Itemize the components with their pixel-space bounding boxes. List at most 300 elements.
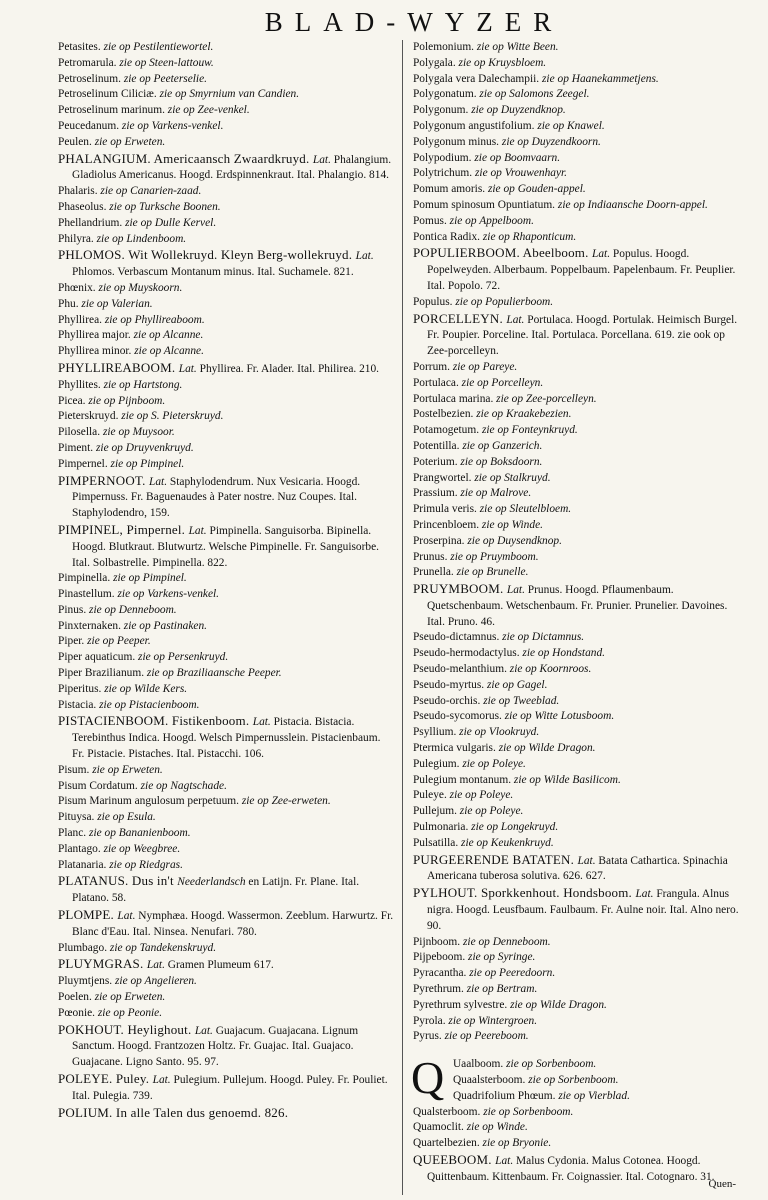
index-entry	[413, 407, 740, 423]
index-entry	[58, 313, 395, 329]
entry-reference: zie op Poleye.	[462, 757, 526, 770]
index-entry	[413, 166, 740, 182]
entry-reference: zie op Bananienboom.	[89, 827, 191, 840]
entry-reference: zie op Canarien-zaad.	[100, 185, 202, 198]
entry-term: Phyllites.	[58, 378, 104, 391]
index-entry	[413, 694, 740, 710]
entry-term: Prassium.	[412, 487, 461, 500]
index-entry	[413, 486, 740, 502]
right-entries	[413, 40, 740, 1045]
index-entry	[58, 650, 395, 666]
entry-reference: Lat.	[146, 959, 165, 972]
entry-term: Piment.	[58, 441, 96, 454]
entry-reference: zie op Druyvenkruyd.	[95, 441, 194, 454]
entry-term: Peulen.	[58, 135, 95, 148]
index-entry	[58, 56, 395, 72]
index-entry	[58, 990, 395, 1006]
entry-term: Quaalsterboom.	[452, 1074, 529, 1086]
entry-term: POLIUM. In alle Talen dus genoemd. 826.	[58, 1104, 289, 1120]
index-entry	[413, 360, 740, 376]
index-entry	[453, 1089, 740, 1105]
index-entry	[413, 852, 740, 886]
entry-term: Polypodium.	[412, 151, 475, 164]
entry-term: Pyrethrum sylvestre.	[412, 998, 511, 1011]
entry-description: Portulaca. Hoogd. Portulak. Heimisch Burgel. Fr. Poupier. Porceline. Ital. Portulaca. Porcellana. 619. zie ook op Zee-porcelleyn.	[426, 313, 738, 358]
entry-reference: zie op Hartstong.	[103, 378, 183, 391]
right-column	[401, 40, 740, 1186]
entry-reference: zie op Wintergroen.	[448, 1014, 538, 1027]
index-entry	[413, 534, 740, 550]
entry-reference: zie op Tweeblad.	[483, 694, 560, 707]
entry-term: Pyrethrum.	[412, 983, 467, 996]
index-entry	[413, 741, 740, 757]
entry-term: Peucedanum.	[58, 119, 122, 132]
entry-reference: zie op Gouden-appel.	[487, 183, 586, 196]
entry-term: Pomus.	[412, 214, 450, 227]
entry-reference: Lat.	[188, 524, 207, 537]
entry-term: Pinus.	[58, 603, 90, 616]
entry-reference: zie op Wilde Kers.	[104, 682, 188, 695]
entry-term: Petroselinum marinum.	[58, 104, 168, 117]
entry-reference: zie op Stalkruyd.	[474, 471, 551, 484]
index-entry	[58, 603, 395, 619]
entry-term: POKHOUT. Heylighout.	[58, 1021, 195, 1037]
entry-reference: zie op Duyzendknop.	[471, 104, 566, 117]
entry-reference: zie op Salomons Zeegel.	[479, 88, 590, 101]
entry-term: Quadrifolium Phœum.	[452, 1089, 559, 1102]
entry-reference: zie op Ganzerich.	[462, 439, 543, 452]
entry-reference: zie op Pruymboom.	[450, 550, 539, 563]
entry-reference: zie op Witte Lotusboom.	[504, 710, 615, 723]
index-entry	[58, 858, 395, 874]
entry-term: Pieterskruyd.	[58, 410, 122, 423]
entry-term: Pisum.	[58, 763, 93, 776]
entry-reference: Lat.	[577, 854, 596, 867]
entry-term: Pulsatilla.	[412, 836, 462, 849]
entry-term: Pituysa.	[58, 811, 98, 824]
entry-term: Polytrichum.	[412, 167, 475, 180]
entry-reference: Lat.	[252, 716, 271, 729]
entry-reference: zie op Zee-porcelleyn.	[496, 392, 597, 405]
left-column	[58, 40, 401, 1186]
entry-term: Quartelbezien.	[412, 1137, 483, 1150]
entry-reference: zie op Peeredoorn.	[469, 967, 556, 980]
entry-term: Pœonie.	[58, 1006, 98, 1019]
entry-term: Portulaca marina.	[412, 392, 497, 405]
entry-reference: Lat.	[312, 153, 331, 166]
entry-term: Polygonum angustifolium.	[412, 119, 538, 132]
index-entry	[58, 119, 395, 135]
entry-reference: zie op Erweten.	[94, 991, 166, 1004]
entry-term: Polemonium.	[412, 41, 477, 53]
index-entry	[58, 87, 395, 103]
index-entry	[58, 587, 395, 603]
index-entry	[58, 1105, 395, 1123]
entry-reference: zie op Kruysbloem.	[458, 56, 547, 69]
entry-term: PURGEERENDE BATATEN.	[412, 851, 578, 867]
index-entry	[413, 471, 740, 487]
entry-description: Populus. Hoogd. Popelweyden. Alberbaum. Poppelbaum. Papelenbaum. Fr. Peuplier. Ital. Popolo. 72.	[426, 248, 736, 292]
entry-term: PLOMPE.	[58, 907, 118, 923]
entry-term: Pijpeboom.	[412, 951, 469, 964]
index-entry	[413, 72, 740, 88]
entry-term: PISTACIENBOOM. Fistikenboom.	[58, 713, 253, 729]
index-entry	[413, 135, 740, 151]
entry-term: Potentilla.	[412, 439, 463, 452]
index-entry	[413, 678, 740, 694]
index-entry	[58, 40, 395, 56]
entry-term: Pluymtjens.	[58, 975, 115, 988]
index-entry	[413, 119, 740, 135]
entry-reference: zie op Erweten.	[92, 763, 163, 776]
entry-description: Nymphæa. Hoogd. Wassermon. Zeeblum. Harwurtz. Fr. Blanc d'Eau. Ital. Ninsea. Nenufari. 780.	[72, 910, 394, 938]
index-entry	[58, 907, 395, 941]
entry-reference: zie op Duyzendkoorn.	[501, 135, 601, 148]
index-entry	[58, 200, 395, 216]
entry-term: Primula veris.	[412, 503, 480, 516]
entry-reference: zie op Winde.	[481, 518, 543, 531]
entry-term: PHALANGIUM. Americaansch Zwaardkruyd.	[58, 150, 313, 166]
index-entry	[413, 198, 740, 214]
index-entry	[413, 998, 740, 1014]
entry-reference: zie op Turksche Boonen.	[109, 200, 221, 213]
index-entry	[413, 455, 740, 471]
entry-term: Postelbezien.	[412, 408, 477, 421]
entry-reference: zie op Varkens-venkel.	[121, 119, 224, 132]
index-entry	[413, 950, 740, 966]
entry-term: Pulegium montanum.	[412, 773, 514, 786]
entry-reference: zie op Syringe.	[468, 951, 536, 964]
index-entry	[453, 1057, 740, 1073]
entry-reference: zie op Steen-lattouw.	[119, 56, 214, 69]
entry-reference: zie op Peeterselie.	[123, 72, 207, 85]
index-entry	[58, 810, 395, 826]
index-entry	[413, 725, 740, 741]
entry-reference: zie op Zee-erweten.	[241, 795, 331, 808]
entry-reference: Lat.	[178, 362, 197, 375]
entry-reference: Lat.	[194, 1024, 213, 1037]
entry-term: Ptermica vulgaris.	[412, 742, 499, 755]
index-entry	[413, 581, 740, 630]
entry-description: Pimpinella. Sanguisorba. Bipinella. Hoogd. Blutkraut. Blutwurtz. Welsche Pimpinelle. Fr. Sanguisorbe. Ital. Solbastrelle. Pimpinella. 822.	[72, 524, 380, 569]
entry-term: Pomum spinosum Opuntiatum.	[412, 198, 558, 211]
entry-reference: zie op Esula.	[97, 811, 156, 824]
entry-reference: zie op Vrouwenhayr.	[474, 167, 568, 180]
entry-reference: zie op Winde.	[466, 1121, 528, 1134]
entry-reference: zie op Peeper.	[87, 635, 151, 648]
entry-term: Picea.	[58, 394, 89, 407]
index-entry	[413, 1136, 740, 1152]
index-entry	[413, 311, 740, 360]
dropcap-letter: Q	[410, 1052, 445, 1104]
index-entry	[58, 216, 395, 232]
entry-reference: zie op Erweten.	[94, 135, 166, 148]
index-entry	[58, 794, 395, 810]
entry-reference: zie op Gagel.	[487, 678, 548, 691]
entry-reference: zie op Denneboom.	[89, 603, 177, 616]
entry-term: Proserpina.	[412, 534, 468, 547]
index-entry	[58, 72, 395, 88]
entry-term: Pseudo-hermodactylus.	[412, 647, 523, 660]
entry-reference: zie op Keukenkruyd.	[461, 836, 554, 849]
entry-reference: zie op Pestilentiewortel.	[103, 41, 214, 53]
entry-reference: zie op Hondstand.	[522, 647, 606, 660]
entry-term: QUEEBOOM.	[412, 1151, 496, 1167]
entry-description: Phyllirea. Fr. Alader. Ital. Philirea. 210.	[196, 362, 380, 375]
entry-reference: zie op Riedgras.	[109, 858, 183, 871]
entry-reference: zie op Pareye.	[452, 360, 518, 373]
index-entry	[413, 502, 740, 518]
entry-term: POPULIERBOOM. Abeelboom.	[412, 245, 593, 261]
entry-reference: zie op Boomvaarn.	[474, 151, 561, 164]
index-entry	[413, 966, 740, 982]
index-entry	[58, 425, 395, 441]
index-entry	[58, 360, 395, 378]
index-entry	[413, 885, 740, 934]
entry-reference: zie op Peonie.	[97, 1006, 163, 1019]
entry-description: en Latijn. Fr. Plane. Ital. Platano. 58.	[72, 876, 360, 905]
entry-term: Quamoclit.	[412, 1121, 467, 1134]
index-entry	[58, 184, 395, 200]
entry-description: Frangula. Alnus nigra. Hoogd. Leusfbaum. Faulbaum. Fr. Aulne noir. Ital. Alno nero. 90.	[426, 888, 739, 932]
entry-reference: zie op Kraakebezien.	[476, 408, 572, 421]
q-section	[410, 1052, 740, 1104]
index-entry	[413, 662, 740, 678]
entry-term: Phyllirea minor.	[58, 345, 135, 358]
entry-term: Pyracantha.	[412, 967, 470, 980]
entry-term: Petroselinum Ciliciæ.	[58, 88, 160, 101]
entry-reference: zie op Bertram.	[466, 983, 538, 996]
entry-reference: zie op Sleutelbloem.	[479, 503, 572, 516]
entry-reference: Lat.	[635, 888, 654, 901]
entry-reference: zie op Zee-venkel.	[167, 104, 250, 117]
index-entry	[58, 1022, 395, 1071]
index-entry	[58, 135, 395, 151]
index-entry	[58, 842, 395, 858]
entry-description: Guajacum. Guajacana. Lignum Sanctum. Hoogd. Frantzozen Holtz. Fr. Guajac. Ital. Guajaco. Guajacane. Ligno Santo. 95. 97.	[72, 1024, 359, 1069]
entry-term: Potamogetum.	[412, 424, 482, 437]
index-entry	[413, 565, 740, 581]
entry-reference: zie op Phyllireaboom.	[104, 313, 205, 326]
index-entry	[453, 1073, 740, 1089]
index-entry	[413, 87, 740, 103]
entry-term: Pistacia.	[58, 698, 100, 711]
index-entry	[58, 473, 395, 522]
entry-reference: Lat.	[355, 250, 374, 263]
entry-reference: zie op Longekruyd.	[471, 821, 559, 834]
entry-description: Pistacia. Bistacia. Terebinthus Indica. Hoogd. Welsch Pimpernusslein. Pistacienbaum. Fr. Pistacie. Pistaches. Ital. Pistacchi. 106.	[72, 716, 381, 761]
entry-reference: zie op Denneboom.	[462, 935, 551, 948]
entry-reference: zie op Varkens-venkel.	[117, 588, 220, 601]
index-entry	[413, 820, 740, 836]
entry-term: Pinastellum.	[58, 588, 118, 601]
entry-reference: zie op Porcelleyn.	[461, 376, 544, 389]
entry-term: Phyllirea major.	[58, 329, 134, 342]
entry-reference: zie op Smyrnium van Candien.	[159, 88, 300, 101]
index-entry	[58, 232, 395, 248]
entry-term: POLEYE. Puley.	[58, 1071, 153, 1086]
entry-reference: zie op Persenkruyd.	[138, 651, 229, 664]
entry-term: Philyra.	[58, 232, 97, 245]
index-entry	[413, 804, 740, 820]
entry-term: PLATANUS. Dus in't	[58, 873, 178, 889]
entry-term: Planc.	[58, 827, 90, 840]
index-entry	[58, 763, 395, 779]
entry-description: Staphylodendrum. Nux Vesicaria. Hoogd. Pimpernuss. Fr. Baguenaudes à Pater nostre. Nuz Coupes. Ital. Staphylodendro, 159.	[72, 475, 361, 520]
entry-description: Pulegium. Pullejum. Hoogd. Puley. Fr. Pouliet. Ital. Pulegia. 739.	[72, 1074, 388, 1102]
entry-reference: zie op Tandekenskruyd.	[109, 941, 217, 954]
entry-term: Phyllirea.	[58, 313, 105, 326]
entry-term: Princenbloem.	[412, 518, 482, 531]
index-entry	[413, 773, 740, 789]
entry-term: Phellandrium.	[58, 216, 126, 229]
index-entry	[58, 522, 395, 571]
entry-reference: zie op Poleye.	[449, 789, 514, 802]
entry-term: Petroselinum.	[58, 72, 124, 85]
q-lines	[453, 1057, 740, 1104]
index-entry	[413, 1029, 740, 1045]
entry-reference: zie op Braziliaansche Peeper.	[146, 667, 282, 680]
section-gap	[413, 1045, 740, 1057]
entry-reference: zie op Knawel.	[537, 119, 605, 132]
index-entry	[413, 103, 740, 119]
entry-term: PLUYMGRAS.	[58, 956, 147, 972]
entry-term: Pulegium.	[412, 757, 463, 770]
index-entry	[413, 1152, 740, 1186]
entry-reference: Lat.	[592, 248, 611, 261]
index-entry	[413, 295, 740, 311]
index-entry	[58, 394, 395, 410]
entry-reference: zie op Weegbree.	[103, 842, 181, 855]
index-columns	[58, 40, 740, 1186]
entry-term: Polygala.	[412, 56, 459, 69]
index-entry	[58, 619, 395, 635]
index-entry	[58, 1006, 395, 1022]
entry-description: Phalangium. Gladiolus Americanus. Hoogd. Erdspinnenkraut. Ital. Phalangio. 814.	[72, 153, 392, 182]
entry-reference: zie op Brunelle.	[456, 566, 529, 579]
entry-reference: zie op Vlookruyd.	[459, 726, 540, 739]
index-entry	[413, 423, 740, 439]
entry-reference: zie op Boksdoorn.	[460, 455, 543, 468]
entry-reference: zie op Pastinaken.	[123, 619, 207, 632]
entry-reference: zie op Bryonie.	[482, 1137, 552, 1150]
index-entry	[413, 788, 740, 804]
entry-reference: Lat.	[152, 1074, 171, 1086]
index-entry	[58, 247, 395, 281]
entry-reference: zie op Pimpinel.	[110, 457, 185, 470]
index-entry	[58, 103, 395, 119]
entry-term: PIMPERNOOT.	[58, 472, 150, 488]
entry-term: Prunella.	[412, 566, 457, 579]
entry-term: Psyllium.	[412, 726, 460, 739]
index-entry	[413, 982, 740, 998]
entry-term: PHLOMOS. Wit Wollekruyd. Kleyn Berg-wollekruyd.	[58, 247, 356, 263]
entry-description: Malus Cydonia. Malus Cotonea. Hoogd. Quittenbaum. Kittenbaum. Fr. Coignassier. Ital. Cotognaro. 31.	[426, 1154, 715, 1183]
entry-term: Pseudo-melanthium.	[412, 663, 510, 676]
entry-term: Prunus.	[412, 550, 451, 563]
index-entry	[58, 941, 395, 957]
index-entry	[58, 151, 395, 185]
entry-term: Piperitus.	[58, 682, 105, 695]
index-entry	[58, 956, 395, 974]
index-entry	[413, 245, 740, 294]
entry-term: Petasites.	[58, 41, 104, 53]
index-entry	[413, 214, 740, 230]
entry-term: Plumbago.	[58, 941, 110, 954]
index-entry	[413, 836, 740, 852]
index-entry	[58, 344, 395, 360]
entry-reference: zie op Indiaansche Doorn-appel.	[557, 198, 708, 211]
index-entry	[58, 1071, 395, 1105]
entry-reference: zie op S. Pieterskruyd.	[121, 410, 224, 423]
entry-reference: zie op Peereboom.	[444, 1030, 529, 1043]
index-entry	[413, 439, 740, 455]
entry-term: Pomum amoris.	[412, 183, 488, 196]
index-entry	[413, 1014, 740, 1030]
entry-description: Gramen Plumeum 617.	[164, 959, 274, 972]
entry-term: Plantago.	[58, 842, 104, 855]
entry-term: Piper aquaticum.	[58, 651, 139, 664]
entry-reference: zie op Malrove.	[460, 487, 532, 500]
entry-description: Prunus. Hoogd. Pflaumenbaum. Quetschenbaum. Wetschenbaum. Fr. Prunier. Prunelier. Davoines. Ital. Pruno. 46.	[426, 584, 728, 628]
entry-term: Puleye.	[412, 789, 450, 802]
entry-reference: zie op Appelboom.	[449, 214, 534, 227]
entry-reference: zie op Pijnboom.	[88, 394, 166, 407]
entry-term: Pisum Cordatum.	[58, 779, 141, 792]
entry-term: Pullejum.	[412, 805, 460, 818]
index-entry	[413, 1120, 740, 1136]
index-entry	[413, 935, 740, 951]
entry-term: Poelen.	[58, 991, 95, 1004]
index-entry	[58, 634, 395, 650]
entry-reference: Lat.	[149, 475, 168, 488]
entry-term: Pilosella.	[58, 426, 103, 439]
entry-reference: zie op Dictamnus.	[502, 631, 585, 644]
entry-reference: zie op Angelieren.	[114, 975, 197, 988]
entry-reference: zie op Duysendknop.	[467, 534, 562, 547]
entry-reference: zie op Sorbenboom.	[483, 1105, 574, 1118]
entry-reference: zie op Lindenboom.	[96, 232, 187, 245]
entry-reference: zie op Haanekammetjens.	[542, 72, 659, 85]
entry-term: Phalaris.	[58, 185, 101, 198]
entry-reference: zie op Muysoor.	[102, 426, 175, 439]
entry-reference: Lat.	[506, 313, 525, 326]
entry-reference: zie op Fonteynkruyd.	[481, 424, 578, 437]
index-entry	[58, 378, 395, 394]
entry-reference: zie op Alcanne.	[133, 329, 204, 342]
index-entry	[58, 328, 395, 344]
entry-term: Qualsterboom.	[412, 1105, 484, 1118]
index-entry	[413, 376, 740, 392]
entry-term: Polygala vera Dalechampii.	[412, 72, 542, 85]
index-entry	[58, 779, 395, 795]
entry-term: Pseudo-orchis.	[412, 694, 484, 707]
page-title: BLAD-WYZER	[264, 7, 564, 37]
index-entry	[58, 682, 395, 698]
entry-reference: zie op Dulle Kervel.	[125, 216, 217, 229]
entry-reference: zie op Vierblad.	[558, 1089, 630, 1102]
index-entry	[58, 409, 395, 425]
entry-term: Polygonatum.	[412, 88, 480, 101]
index-entry	[58, 713, 395, 762]
entry-term: PRUYMBOOM.	[412, 581, 507, 597]
index-entry	[413, 646, 740, 662]
entry-reference: zie op Alcanne.	[134, 345, 204, 358]
index-entry	[413, 518, 740, 534]
entry-term: Pimpinella.	[58, 572, 114, 585]
entry-term: Uaalboom.	[452, 1058, 507, 1071]
q-entries	[413, 1105, 740, 1186]
